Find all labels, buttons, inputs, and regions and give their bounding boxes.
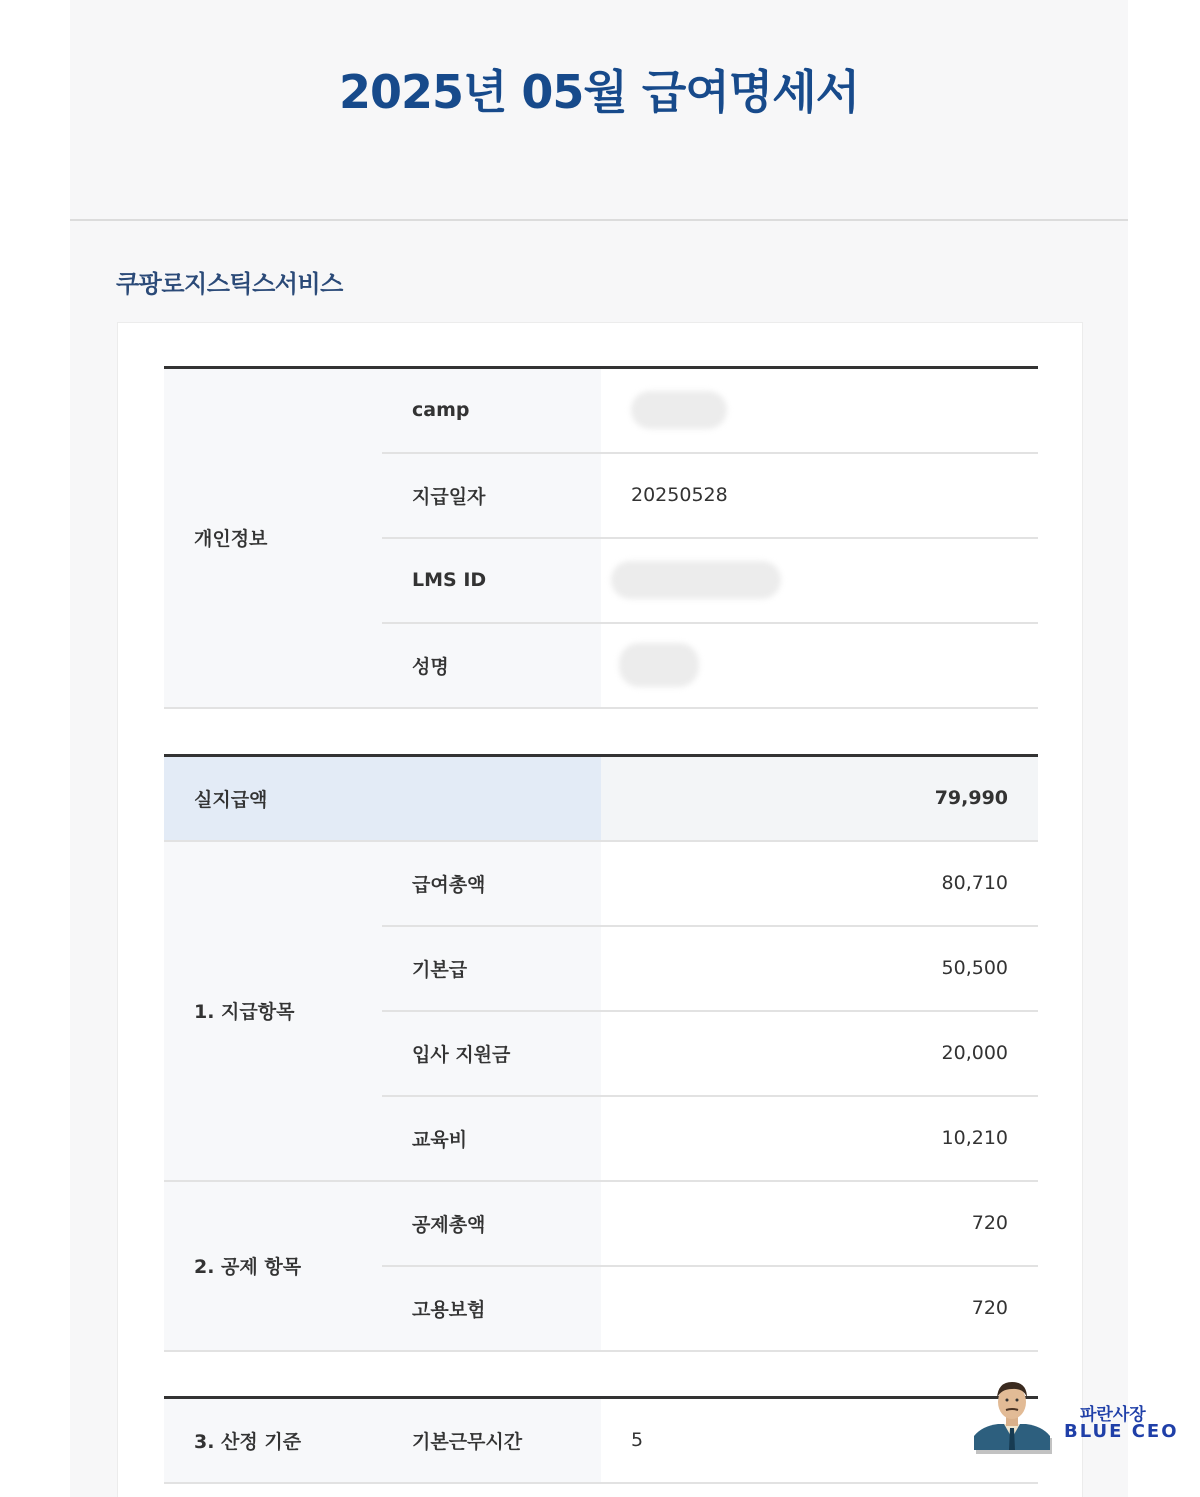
net-pay-label: 실지급액 xyxy=(164,756,601,841)
base-hours-label: 기본근무시간 xyxy=(382,1398,601,1483)
signing-bonus-label: 입사 지원금 xyxy=(382,1011,601,1096)
personal-info-group-label: 개인정보 xyxy=(164,368,382,708)
man-in-suit-avatar-icon xyxy=(972,1378,1052,1454)
payslip-card xyxy=(117,322,1083,1497)
watermark-korean-text: 파란사장 xyxy=(1080,1405,1146,1425)
company-name: 쿠팡로지스틱스서비스 xyxy=(116,270,343,298)
base-hours-value: 5 xyxy=(601,1398,1038,1483)
table-row xyxy=(164,1398,1038,1483)
table-row xyxy=(164,368,1038,453)
basis-group-label: 3. 산정 기준 xyxy=(164,1398,382,1483)
name-value xyxy=(601,623,1038,708)
title-area xyxy=(70,0,1128,221)
payslip-page xyxy=(70,0,1128,1497)
name-label: 성명 xyxy=(382,623,601,708)
calculation-basis-table xyxy=(164,1396,1038,1484)
net-pay-value: 79,990 xyxy=(601,756,1038,841)
page-title: 2025년 05월 급여명세서 xyxy=(338,65,860,119)
total-deductions-label: 공제총액 xyxy=(382,1181,601,1266)
watermark-english-text: BLUE CEO xyxy=(1064,1421,1179,1442)
camp-value xyxy=(601,368,1038,453)
base-pay-label: 기본급 xyxy=(382,926,601,1011)
payments-group-label: 1. 지급항목 xyxy=(164,841,382,1181)
employment-insurance-value: 720 xyxy=(601,1266,1038,1351)
camp-label: camp xyxy=(382,368,601,453)
redacted-value xyxy=(611,561,781,599)
employment-insurance-label: 고용보험 xyxy=(382,1266,601,1351)
pay-date-value: 20250528 xyxy=(601,453,1038,538)
table-row xyxy=(164,841,1038,926)
gross-pay-label: 급여총액 xyxy=(382,841,601,926)
net-pay-row xyxy=(164,756,1038,841)
training-pay-value: 10,210 xyxy=(601,1096,1038,1181)
deductions-group-label: 2. 공제 항목 xyxy=(164,1181,382,1351)
signing-bonus-value: 20,000 xyxy=(601,1011,1038,1096)
personal-info-table xyxy=(164,366,1038,709)
redacted-value xyxy=(619,643,699,687)
table-row xyxy=(164,1181,1038,1266)
redacted-value xyxy=(631,391,727,429)
total-deductions-value: 720 xyxy=(601,1181,1038,1266)
pay-details-table xyxy=(164,754,1038,1352)
watermark xyxy=(972,1378,1200,1458)
lms-id-value xyxy=(601,538,1038,623)
lms-id-label: LMS ID xyxy=(382,538,601,623)
base-pay-value: 50,500 xyxy=(601,926,1038,1011)
training-pay-label: 교육비 xyxy=(382,1096,601,1181)
gross-pay-value: 80,710 xyxy=(601,841,1038,926)
pay-date-label: 지급일자 xyxy=(382,453,601,538)
